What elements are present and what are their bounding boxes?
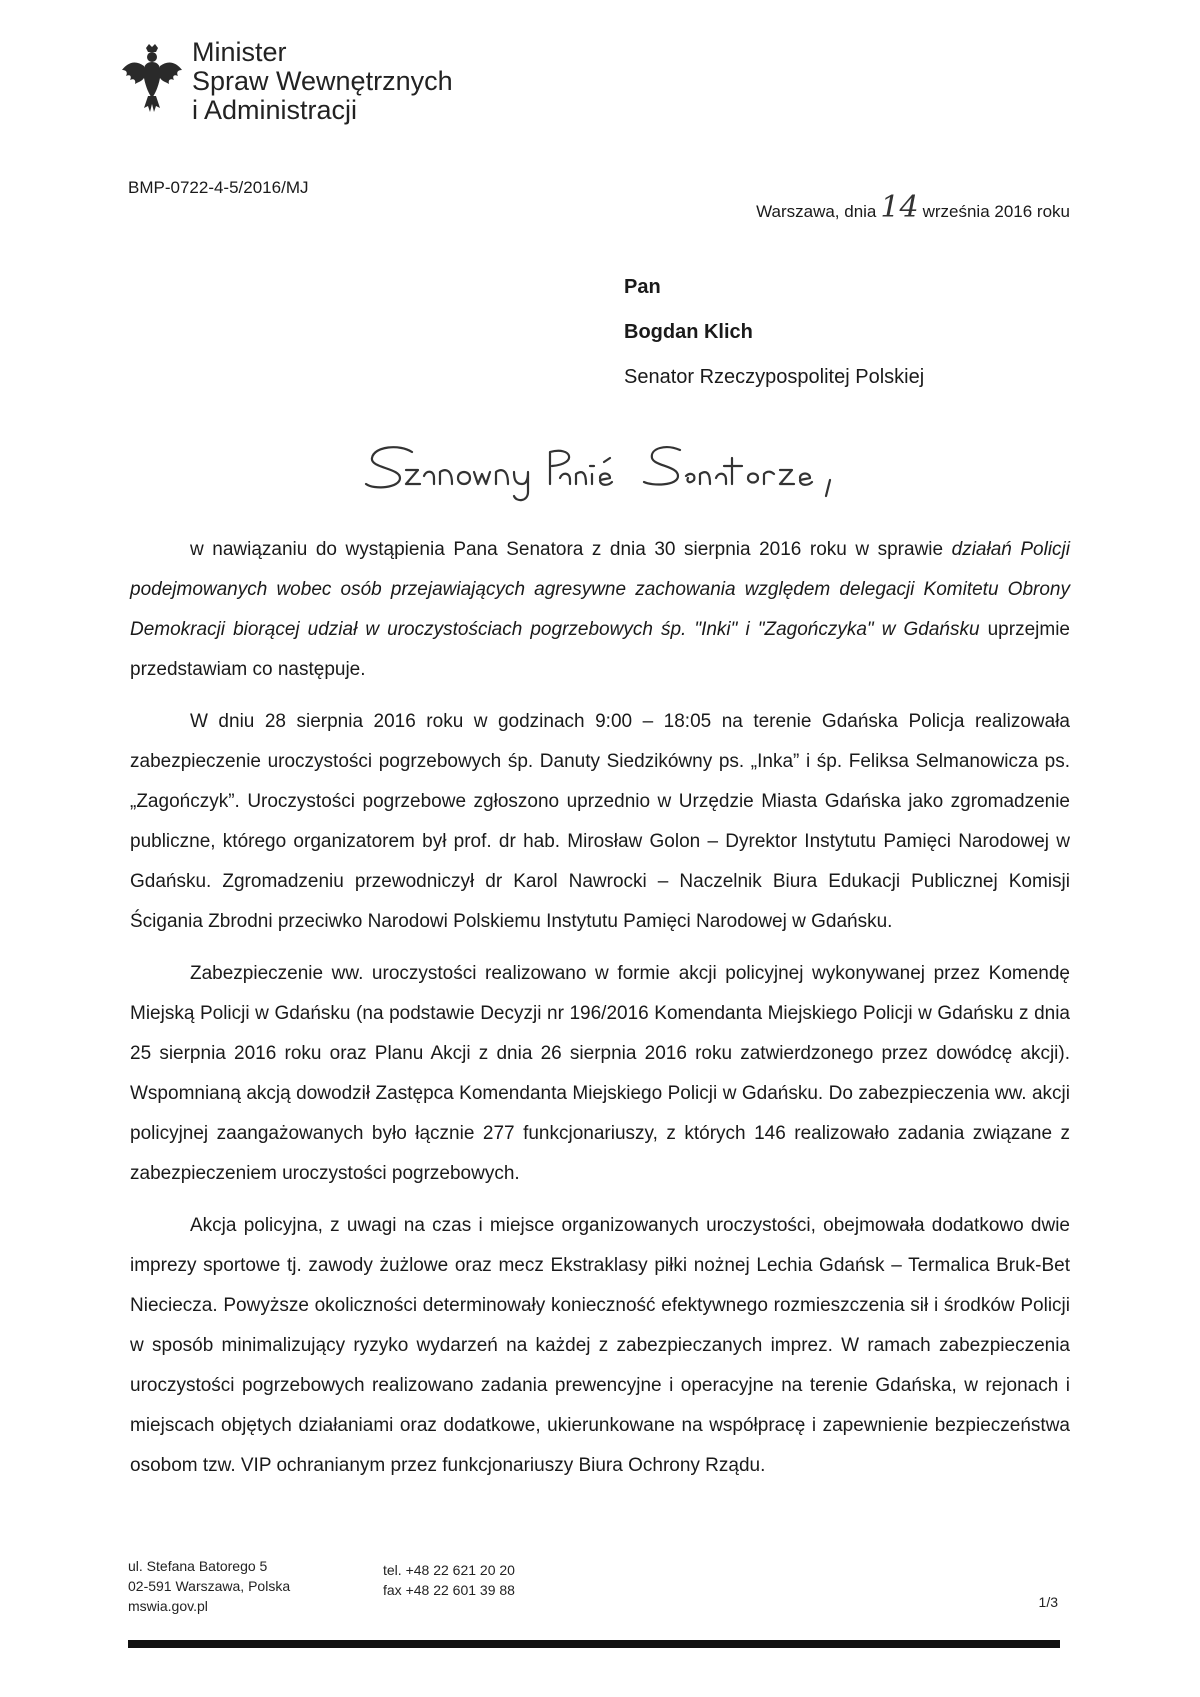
footer-contact — [383, 1560, 515, 1600]
recipient-block — [624, 276, 924, 389]
recipient-name: Bogdan Klich — [624, 321, 753, 343]
footer-website: mswia.gov.pl — [128, 1598, 208, 1614]
body-p1-text-b: uprzejmie przedstawiam co następuje. — [130, 619, 1070, 680]
footer-address-line-2: 02-591 Warszawa, Polska — [128, 1578, 291, 1594]
org-line-2: Spraw Wewnętrznych — [192, 66, 453, 96]
body-paragraph-2: W dniu 28 sierpnia 2016 roku w godzinach 9:00 – 18:05 na terenie Gdańska Policja realizowała zabezpieczenie uroczystości pogrzebowych śp. Danuty Siedzikówny ps. „Inka” i śp. Feliksa Selmanowicza ps. „Zagończyk”. Uroczystości pogrzebowe zgłoszono uprzednio w Urzędzie Miasta Gdańska jako zgromadzenie publiczne, którego organizatorem był prof. dr hab. Mirosław Golon – Dyrektor Instytutu Pamięci Narodowej w Gdańsku. Zgromadzeniu przewodniczył dr Karol Nawrocki – Naczelnik Biura Edukacji Publicznej Komisji Ścigania Zbrodni przeciwko Narodowi Polskiemu Instytutu Pamięci Narodowej w Gdańsku. — [130, 711, 1070, 932]
org-line-3: i Administracji — [192, 95, 358, 125]
body-p1-italic: działań Policji podejmowanych wobec osób przejawiających agresywne zachowania względem delegacji Komitetu Obrony Demokracji biorącej udział w uroczystościach pogrzebowych śp. "Inki" i "Zagończyka" w Gdańsku — [130, 539, 1070, 640]
page-number: 1/3 — [1038, 1594, 1058, 1610]
reference-number: BMP-0722-4-5/2016/MJ — [128, 178, 309, 197]
footer-address — [128, 1556, 290, 1616]
date-suffix: września 2016 roku — [922, 202, 1070, 221]
letter-body — [130, 530, 1070, 1486]
date-line — [756, 190, 1070, 225]
date-day-handwritten: 14 — [880, 190, 919, 225]
body-p1-text-a: w nawiązaniu do wystąpienia Pana Senatora z dnia 30 sierpnia 2016 roku w sprawie — [190, 539, 952, 560]
body-paragraph-1 — [130, 530, 1070, 690]
body-paragraph-3: Zabezpieczenie ww. uroczystości realizowano w formie akcji policyjnej wykonywanej przez Komendę Miejską Policji w Gdańsku (na podstawie Decyzji nr 196/2016 Komendanta Miejskiego Policji w Gdańsku z dnia 25 sierpnia 2016 roku oraz Planu Akcji z dnia 26 sierpnia 2016 roku zatwierdzonego przez dowódcę akcji). Wspomnianą akcją dowodził Zastępca Komendanta Miejskiego Policji w Gdańsku. Do zabezpieczenia ww. akcji policyjnej zaangażowanych było łącznie 277 funkcjonariuszy, z których 146 realizowało zadania związane z zabezpieczeniem uroczystości pogrzebowych. — [130, 963, 1070, 1184]
letterhead — [120, 38, 453, 125]
footer-fax: fax +48 22 601 39 88 — [383, 1582, 515, 1598]
handwritten-salutation — [360, 440, 900, 510]
footer-phone: tel. +48 22 621 20 20 — [383, 1562, 515, 1578]
date-prefix: Warszawa, dnia — [756, 202, 877, 221]
footer-address-line-1: ul. Stefana Batorego 5 — [128, 1558, 268, 1574]
org-line-1: Minister — [192, 37, 287, 67]
organization-name — [192, 38, 453, 125]
footer-rule — [128, 1640, 1060, 1648]
polish-eagle-emblem-icon — [120, 42, 184, 114]
body-paragraph-4: Akcja policyjna, z uwagi na czas i miejsce organizowanych uroczystości, obejmowała dodatkowo dwie imprezy sportowe tj. zawody żużlowe oraz mecz Ekstraklasy piłki nożnej Lechia Gdańsk – Termalica Bruk-Bet Nieciecza. Powyższe okoliczności determinowały konieczność efektywnego rozmieszczenia sił i środków Policji w sposób minimalizujący ryzyko wydarzeń na każdej z zabezpieczanych imprez. W ramach zabezpieczenia uroczystości pogrzebowych realizowano zadania prewencyjne i operacyjne na terenie Gdańska, w rejonach i miejscach objętych działaniami oraz dodatkowe, ukierunkowane na współpracę i zapewnienie bezpieczeństwa osobom tzw. VIP ochranianym przez funkcjonariuszy Biura Ochrony Rządu. — [130, 1215, 1070, 1476]
recipient-position: Senator Rzeczypospolitej Polskiej — [624, 366, 925, 388]
recipient-title: Pan — [624, 276, 661, 298]
